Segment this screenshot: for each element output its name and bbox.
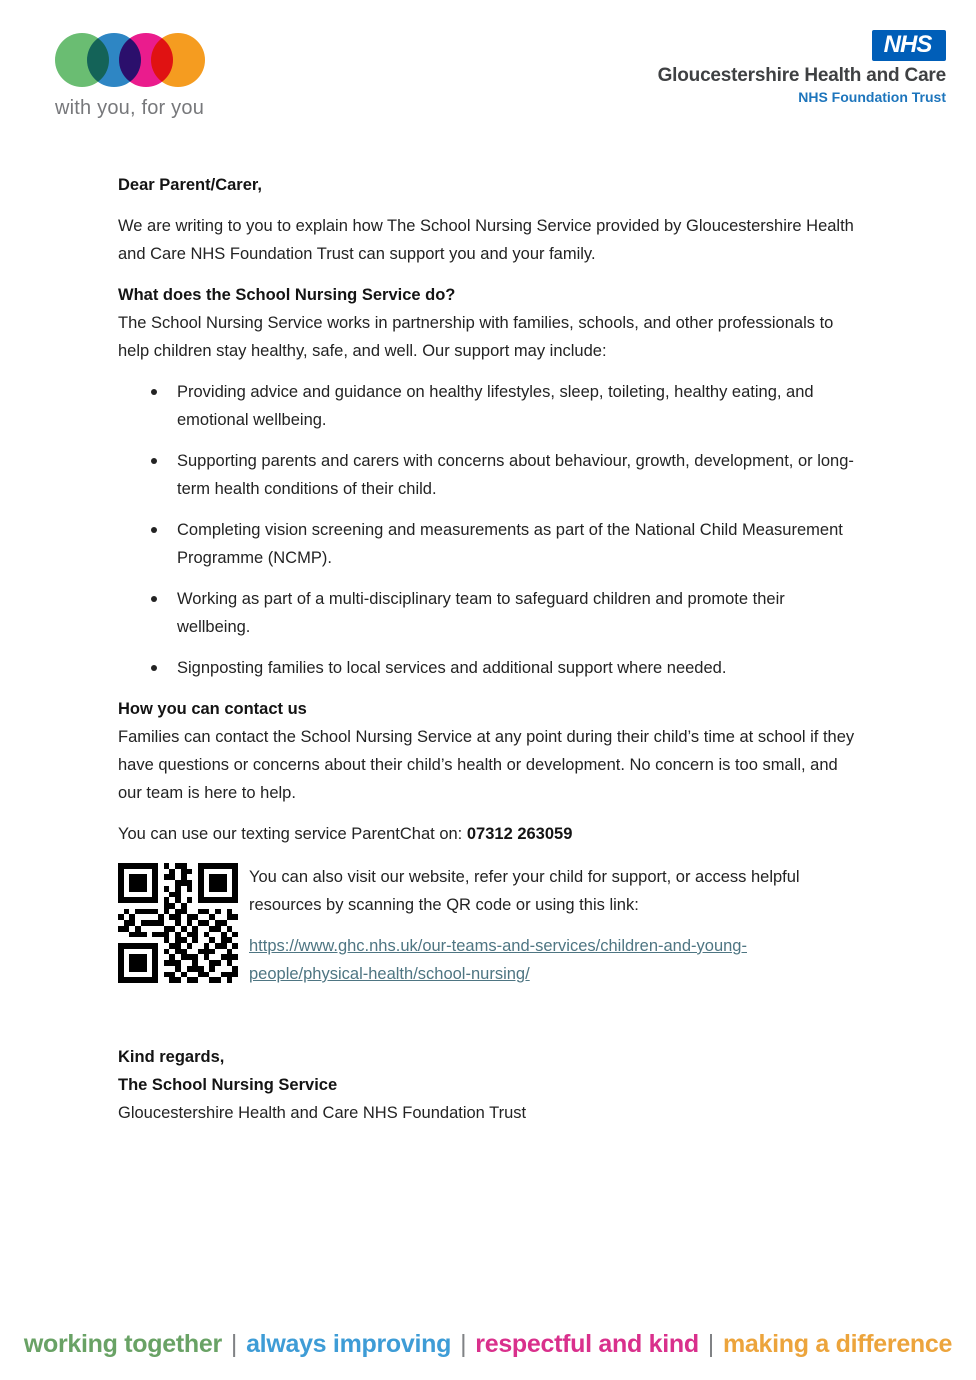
intro-paragraph: We are writing to you to explain how The School Nursing Service provided by Gloucestershire Health and Care NHS Foundation Trust can support you and your family. — [118, 217, 854, 263]
logo-tagline: with you, for you — [55, 97, 205, 119]
organisation-name: Gloucestershire Health and Care — [657, 65, 946, 86]
four-circles-logo-icon — [55, 33, 215, 88]
section-heading-contact: How you can contact us — [118, 700, 307, 718]
list-item: Working as part of a multi-disciplinary team to safeguard children and promote their wellbeing. — [177, 585, 855, 641]
list-item: Completing vision screening and measurements as part of the National Child Measurement Programme (NCMP). — [177, 516, 855, 572]
parentchat-phone-number: 07312 263059 — [466, 825, 573, 843]
letter-body — [118, 171, 855, 1127]
footer-value-always-improving: always improving — [246, 1330, 452, 1358]
section-heading-what-service-does: What does the School Nursing Service do? — [118, 286, 456, 304]
texting-prefix: You can use our texting service ParentChat on: — [118, 825, 467, 843]
signoff — [118, 1043, 855, 1127]
salutation: Dear Parent/Carer, — [118, 176, 262, 194]
list-item: Providing advice and guidance on healthy lifestyles, sleep, toileting, healthy eating, and emotional wellbeing. — [177, 378, 855, 434]
list-item: Supporting parents and carers with concerns about behaviour, growth, development, or long-term health conditions of their child. — [177, 447, 855, 503]
footer-separator: | — [460, 1330, 467, 1358]
support-list — [118, 378, 855, 682]
trust-values-logo — [55, 33, 275, 120]
values-footer — [0, 1330, 976, 1359]
signoff-trust-name: Gloucestershire Health and Care NHS Foundation Trust — [118, 1104, 527, 1122]
signoff-service-name: The School Nursing Service — [118, 1076, 338, 1094]
website-link[interactable]: https://www.ghc.nhs.uk/our-teams-and-services/children-and-young-people/physical-health/school-nursing/ — [249, 937, 747, 983]
section-body-what-service-does: The School Nursing Service works in partnership with families, schools, and other professionals to help children stay healthy, safe, and well. Our support may include: — [118, 314, 834, 360]
nhs-lockup — [658, 30, 946, 105]
list-item: Signposting families to local services and additional support where needed. — [177, 654, 855, 682]
texting-paragraph — [118, 820, 855, 848]
footer-value-respectful-and-kind: respectful and kind — [475, 1330, 699, 1358]
signoff-regards: Kind regards, — [118, 1048, 225, 1066]
section-body-contact: Families can contact the School Nursing Service at any point during their child’s time at school if they have questions or concerns about their child’s health or development. No concern is too small, and our team is here to help. — [118, 728, 855, 802]
footer-separator: | — [707, 1330, 714, 1358]
footer-value-working-together: working together — [23, 1330, 222, 1358]
trust-label: NHS Foundation Trust — [798, 89, 946, 105]
website-paragraph: You can also visit our website, refer your child for support, or access helpful resources by scanning the QR code or using this link: — [249, 868, 800, 914]
qr-section — [118, 863, 855, 988]
nhs-logo-icon: NHS — [872, 30, 946, 61]
footer-value-making-a-difference: making a difference — [723, 1330, 953, 1358]
footer-separator: | — [230, 1330, 238, 1358]
qr-code — [118, 863, 238, 983]
qr-text-column — [249, 863, 855, 988]
orange-circle-icon — [151, 33, 205, 87]
